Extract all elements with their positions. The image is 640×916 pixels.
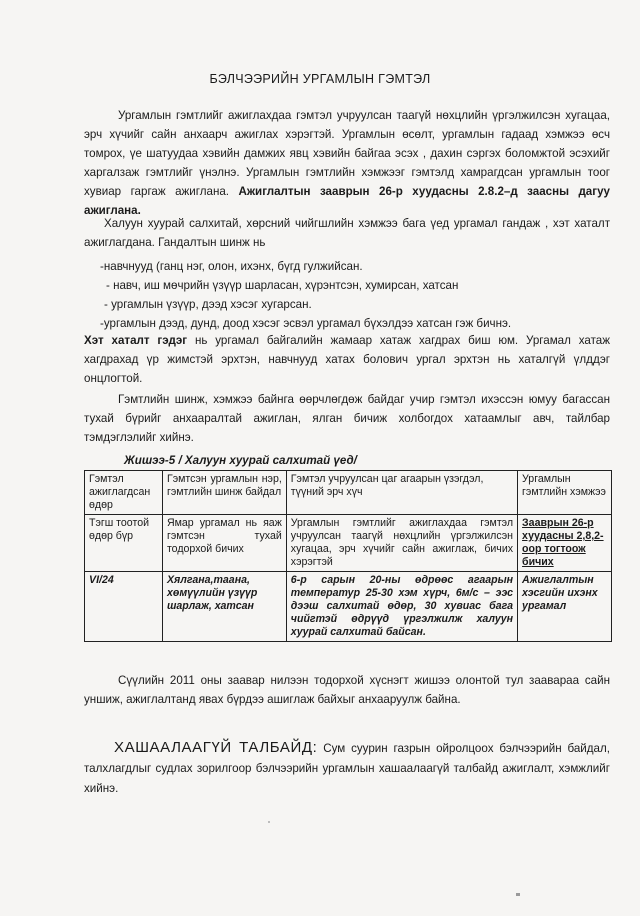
table-row [85, 515, 612, 572]
paragraph-bold-instruction: Ажиглалтын зааврын 26-р хуудасны 2.8.2–д заасны дагуу ажиглана. [84, 185, 610, 217]
table-cell: Гэмтэл учруулсан цаг агаарын үзэгдэл, түүний эрч хүч [286, 471, 517, 515]
paragraph-text: Халуун хуурай салхитай, хөрсний чийгшлийн хэмжээ бага үед ургамал гандаж , хэт хаталт ажиглагдана. Гандалтын шинж нь [84, 217, 610, 249]
list-item: - ургамлын үзүүр, дээд хэсэг хугарсан. [104, 298, 312, 311]
paragraph-text: Сум суурин газрын ойролцоох бэлчээрийн байдал, талхлагдлыг судлах зорилгоор бэлчээрийн ургамлын хашаалаагүй талбайд ажиглалт, хэмжлийг хийнэ. [84, 742, 610, 795]
table-cell: VI/24 [85, 572, 163, 642]
paragraph-text: нь ургамал байгалийн жамаар хатаж хагдрах биш юм. Ургамал хатаж хагдрахад үр жимстэй эрхтэн, навчнууд хатах болович ургал эрхтэн нь хаталгүй үлддэг онцлогтой. [84, 334, 610, 385]
paragraph-unfenced-area [84, 738, 610, 799]
table-cell: Тэгш тоотой өдөр бүр [85, 515, 163, 572]
paragraph-text: Сүүлийн 2011 оны заавар нилээн тодорхой хүснэгт жишээ олонтой тул заавараа сайн уншиж, ажиглалтанд явах бүрдээ ашиглаж байхыг анхааруулж байна. [84, 674, 610, 706]
table-cell: Гэмтэл ажиглагдсан өдөр [85, 471, 163, 515]
table-cell: Ургамлын гэмтлийг ажиглахдаа гэмтэл учруулсан таагүй нөхцлийн үргэлжилсэн хугацаа, эрч хүчийг сайн ажиглаж, бичих хэрэгтэй [286, 515, 517, 572]
paragraph-bold-term: Хэт хаталт гэдэг [84, 334, 188, 347]
list-item: - навч, иш мөчрийн үзүүр шарласан, хүрэнтсэн, хумирсан, хатсан [106, 279, 459, 292]
table-row [85, 572, 612, 642]
drought-signs-list [100, 257, 600, 333]
example-table [84, 470, 612, 642]
table-cell: Ургамлын гэмтлийн хэмжээ [518, 471, 612, 515]
table-cell: 6-р сарын 20-ны өдрөөс агаарын температур 25-30 хэм хүрч, 6м/с – ээс дээш салхитай өдөр, 30 хувиас бага чийгтэй өдрүүд үргэлжилж халуун хуурай салхитай байсан. [286, 572, 517, 642]
paragraph-over-drying [84, 331, 610, 388]
paragraph-instruction-2011 [84, 671, 610, 709]
table-cell: Ямар ургамал нь яаж гэмтсэн тухай тодорхой бичих [162, 515, 286, 572]
list-item: -навчнууд (ганц нэг, олон, ихэнх, бүгд гулжийсан. [100, 260, 363, 273]
table-cell: Ажиглалтын хэсгийн ихэнх ургамал [518, 572, 612, 642]
paragraph-drought [84, 214, 610, 252]
scan-speck [516, 893, 520, 896]
paragraph-text: Гэмтлийн шинж, хэмжээ байнга өөрчлөгдөж байдаг учир гэмтэл ихэссэн юмуу багассан тухай бүрийг анхааралтай ажиглан, ялган бичиж холбогдох хатаамлыг авч, тайлбар тэмдэглэлийг хийнэ. [84, 393, 610, 444]
paragraph-text: Ургамлын гэмтлийг ажиглахдаа гэмтэл учруулсан таагүй нөхцлийн үргэлжилсэн хугацаа, эрч хүчийг сайн анхаарч ажиглах хэрэгтэй. Ургамлын өсөлт, ургамлын гадаад хэмжээ өсч томрох, үе шатуудаа хэвийн дамжих явц хэвийн байгаа эсэх , дахин сэргэх боломжтой эсэхийг харгалзаж гэмтлийг үнэлнэ. Ургамлын гэмтлийн хэмжээг гэмтэлд хамрагдсан ургамлын тоог хувиар гаргаж ажиглана. [84, 109, 610, 198]
table-cell: Хялгана,таана, хөмүүлийн үзүүр шарлаж, хатсан [162, 572, 286, 642]
paragraph-record-notes [84, 390, 610, 447]
section-heading: ХАШААЛААГҮЙ ТАЛБАЙД: [114, 739, 318, 756]
paragraph-injury-observation [84, 106, 610, 220]
document-title: БЭЛЧЭЭРИЙН УРГАМЛЫН ГЭМТЭЛ [209, 72, 431, 86]
table-caption: Жишээ-5 / Халуун хуурай салхитай үед/ [124, 454, 357, 467]
table-cell: Зааврын 26-р хуудасны 2,8,2-оор тогтоож бичих [518, 515, 612, 572]
scan-speck [268, 821, 270, 823]
list-item: -ургамлын дээд, дунд, доод хэсэг эсвэл ургамал бүхэлдээ хатсан гэж бичнэ. [100, 317, 512, 330]
table-row [85, 471, 612, 515]
table-cell: Гэмтсэн ургамлын нэр, гэмтлийн шинж байдал [162, 471, 286, 515]
